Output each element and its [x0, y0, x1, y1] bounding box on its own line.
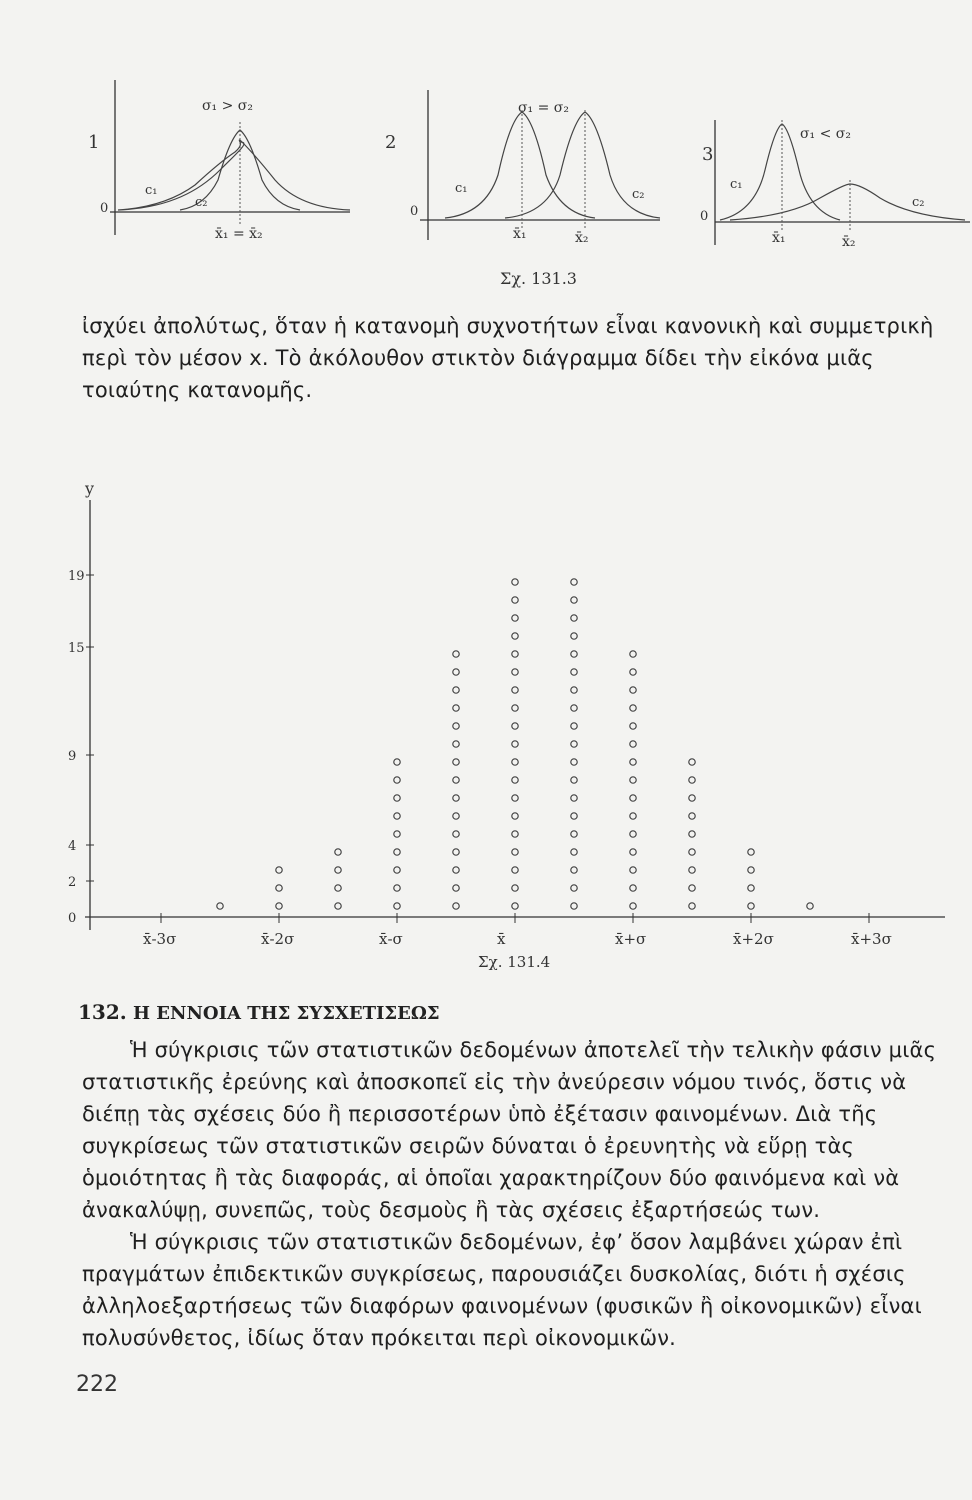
- chart-dot: [512, 687, 518, 693]
- panel-3-curve-c2: [730, 184, 965, 220]
- chart-dots: [217, 579, 813, 909]
- panel-3-x-label-2: x̄₂: [842, 234, 856, 250]
- chart-dot: [512, 579, 518, 585]
- panel-1-curve-label-2: c₂: [195, 195, 208, 210]
- chart-dot: [512, 813, 518, 819]
- panel-3-curve-label-1: c₁: [730, 177, 743, 192]
- chart-x-tick-label: x̄-3σ: [143, 930, 177, 948]
- chart-dot: [571, 579, 577, 585]
- chart-dot: [512, 669, 518, 675]
- page-number: 222: [76, 1372, 118, 1397]
- chart-dot: [453, 903, 459, 909]
- panel-1-number: 1: [88, 132, 100, 153]
- chart-dot: [453, 849, 459, 855]
- chart-dot: [512, 795, 518, 801]
- chart-dot: [512, 651, 518, 657]
- chart-dot: [453, 705, 459, 711]
- chart-x-tick-label: x̄: [497, 930, 506, 948]
- chart-dot: [571, 813, 577, 819]
- chart-dot: [748, 885, 754, 891]
- chart-dot: [453, 687, 459, 693]
- intro-paragraph: ἰσχύει ἀπολύτως, ὅταν ἡ κατανομὴ συχνοτήτων εἶναι κανονικὴ καὶ συμμετρικὴ περὶ τὸν μέσον x. Τὸ ἀκόλουθον στικτὸν διάγραμμα δίδει τὴν εἰκόνα μιᾶς τοιαύτης κατανομῆς.: [82, 314, 934, 402]
- chart-dot: [394, 759, 400, 765]
- panel-2-curve-label-2: c₂: [632, 187, 645, 202]
- panel-1-condition: σ₁ > σ₂: [202, 98, 253, 114]
- panel-2-curve-label-1: c₁: [455, 181, 468, 196]
- chart-dot: [453, 777, 459, 783]
- chart-dot: [571, 669, 577, 675]
- chart-dot: [453, 669, 459, 675]
- chart-dot: [630, 723, 636, 729]
- chart-dot: [630, 777, 636, 783]
- chart-dot: [630, 867, 636, 873]
- chart-dot: [571, 705, 577, 711]
- chart-dot: [630, 759, 636, 765]
- chart-dot: [512, 633, 518, 639]
- panel-2-curve-c1: [445, 112, 595, 218]
- chart-y-tick-label: 2: [68, 875, 77, 890]
- chart-dot: [689, 903, 695, 909]
- panel-2-x-label-1: x̄₁: [513, 226, 527, 242]
- chart-dot: [512, 885, 518, 891]
- chart-dot: [512, 723, 518, 729]
- chart-dot: [630, 813, 636, 819]
- chart-dot: [217, 903, 223, 909]
- chart-dot: [630, 903, 636, 909]
- chart-dot: [748, 867, 754, 873]
- chart-dot: [512, 867, 518, 873]
- figure-131-3: [70, 60, 970, 310]
- chart-dot: [571, 597, 577, 603]
- panel-1-origin: 0: [100, 201, 109, 216]
- chart-dot: [630, 849, 636, 855]
- chart-dot: [453, 885, 459, 891]
- chart-dot: [394, 903, 400, 909]
- chart-y-tick-label: 19: [68, 569, 85, 584]
- chart-dot: [394, 867, 400, 873]
- chart-x-tick-label: x̄+σ: [615, 930, 647, 948]
- chart-dot: [512, 903, 518, 909]
- chart-dot: [630, 885, 636, 891]
- chart-dot: [571, 885, 577, 891]
- chart-dot: [512, 597, 518, 603]
- chart-dot: [394, 831, 400, 837]
- panel-3: [700, 120, 970, 250]
- chart-dot: [394, 795, 400, 801]
- chart-dot: [335, 867, 341, 873]
- chart-dot: [630, 687, 636, 693]
- chart-dot: [571, 651, 577, 657]
- chart-dot: [689, 885, 695, 891]
- chart-dot: [689, 759, 695, 765]
- chart-dot: [453, 723, 459, 729]
- chart-dot: [512, 615, 518, 621]
- chart-dot: [571, 759, 577, 765]
- chart-y-tick-label: 9: [68, 749, 77, 764]
- panel-3-curve-label-2: c₂: [912, 195, 925, 210]
- chart-dot: [571, 867, 577, 873]
- chart-dot: [394, 849, 400, 855]
- section-paragraph-1: Ἡ σύγκρισις τῶν στατιστικῶν δεδομένων ἀποτελεῖ τὴν τελικὴν φάσιν μιᾶς στατιστικῆς ἐρεύνης καὶ ἀποσκοπεῖ εἰς τὴν ἀνεύρεσιν νόμου τινός, ὅστις νὰ διέπῃ τὰς σχέσεις δύο ἢ περισσοτέρων ὑπὸ ἐξέτασιν φαινομένων. Διὰ τῆς συγκρίσεως τῶν στατιστικῶν σειρῶν δύναται ὁ ἐρευνητὴς νὰ εὕρῃ τὰς ὁμοιότητας ἢ τὰς διαφοράς, αἱ ὁποῖαι χαρακτηρίζουν δύο φαινόμενα καὶ νὰ ἀνακαλύψῃ, συνεπῶς, τοὺς δεσμοὺς ἢ τὰς σχέσεις ἐξαρτήσεώς των.: [82, 1038, 937, 1222]
- chart-dot: [630, 741, 636, 747]
- chart-dot: [453, 795, 459, 801]
- chart-dot: [276, 885, 282, 891]
- panel-2-x-label-2: x̄₂: [575, 230, 589, 246]
- chart-caption: Σχ. 131.4: [478, 953, 551, 971]
- chart-dot: [689, 795, 695, 801]
- chart-x-ticks: [143, 913, 892, 948]
- chart-y-tick-label: 0: [68, 911, 77, 926]
- chart-dot: [689, 831, 695, 837]
- chart-dot: [453, 741, 459, 747]
- panel-2: [385, 90, 660, 246]
- chart-dot: [453, 813, 459, 819]
- panel-3-x-label-1: x̄₁: [772, 230, 786, 246]
- panel-3-condition: σ₁ < σ₂: [800, 126, 851, 142]
- chart-dot: [571, 615, 577, 621]
- chart-x-tick-label: x̄+2σ: [733, 930, 774, 948]
- chart-dot: [571, 849, 577, 855]
- section-heading: [78, 1000, 440, 1024]
- panel-2-condition: σ₁ = σ₂: [518, 100, 569, 116]
- chart-dot: [453, 867, 459, 873]
- chart-dot: [512, 705, 518, 711]
- chart-y-tick-label: 15: [68, 641, 85, 656]
- chart-dot: [571, 795, 577, 801]
- chart-dot: [571, 723, 577, 729]
- chart-dot: [748, 903, 754, 909]
- chart-dot: [571, 903, 577, 909]
- chart-dot: [512, 759, 518, 765]
- chart-dot: [807, 903, 813, 909]
- chart-dot: [689, 849, 695, 855]
- panel-3-origin: 0: [700, 209, 709, 224]
- chart-dot: [512, 849, 518, 855]
- chart-dot: [512, 777, 518, 783]
- chart-dot: [512, 741, 518, 747]
- panel-1-curve-c1: [118, 140, 350, 210]
- chart-x-tick-label: x̄-σ: [379, 930, 403, 948]
- chart-dot: [394, 813, 400, 819]
- chart-x-tick-label: x̄-2σ: [261, 930, 295, 948]
- chart-dot: [571, 831, 577, 837]
- chart-dot: [453, 759, 459, 765]
- chart-dot: [748, 849, 754, 855]
- chart-dot: [630, 831, 636, 837]
- panel-1: [88, 80, 350, 242]
- chart-dot: [394, 885, 400, 891]
- chart-y-tick-label: 4: [68, 839, 77, 854]
- panel-1-curve-label-1: c₁: [145, 183, 158, 198]
- chart-dot: [630, 705, 636, 711]
- panel-2-curve-c2: [505, 112, 660, 218]
- chart-dot: [689, 777, 695, 783]
- section-title: Η ΕΝΝΟΙΑ ΤΗΣ ΣΥΣΧΕΤΙΣΕΩΣ: [133, 1003, 440, 1024]
- panel-2-origin: 0: [410, 204, 419, 219]
- chart-dot: [276, 867, 282, 873]
- figure-131-3-caption: Σχ. 131.3: [500, 269, 577, 288]
- panel-3-number: 3: [702, 144, 714, 165]
- chart-dot: [571, 741, 577, 747]
- chart-y-label: y: [85, 479, 95, 498]
- section-number: 132.: [78, 1000, 127, 1024]
- chart-dot: [571, 633, 577, 639]
- section-paragraph-2: Ἡ σύγκρισις τῶν στατιστικῶν δεδομένων, ἐφ’ ὅσον λαμβάνει χώραν ἐπὶ πραγμάτων ἐπιδεκτικῶν συγκρίσεως, παρουσιάζει δυσκολίας, διότι ἡ σχέσις ἀλληλοεξαρτήσεως τῶν διαφόρων φαινομένων (φυσικῶν ἢ οἰκονομικῶν) εἶναι πολυσύνθετος, ἰδίως ὅταν πρόκειται περὶ οἰκονομικῶν.: [82, 1230, 922, 1350]
- chart-dot: [630, 795, 636, 801]
- chart-dot: [512, 831, 518, 837]
- figure-131-4-dot-chart: [60, 470, 960, 980]
- chart-dot: [630, 651, 636, 657]
- chart-dot: [453, 831, 459, 837]
- chart-dot: [571, 687, 577, 693]
- chart-dot: [630, 669, 636, 675]
- chart-dot: [335, 885, 341, 891]
- chart-dot: [571, 777, 577, 783]
- panel-2-number: 2: [385, 132, 397, 153]
- panel-1-x-label: x̄₁ = x̄₂: [215, 226, 263, 242]
- chart-dot: [335, 849, 341, 855]
- chart-dot: [335, 903, 341, 909]
- chart-dot: [689, 867, 695, 873]
- chart-dot: [394, 777, 400, 783]
- chart-x-tick-label: x̄+3σ: [851, 930, 892, 948]
- chart-dot: [689, 813, 695, 819]
- chart-dot: [453, 651, 459, 657]
- chart-dot: [276, 903, 282, 909]
